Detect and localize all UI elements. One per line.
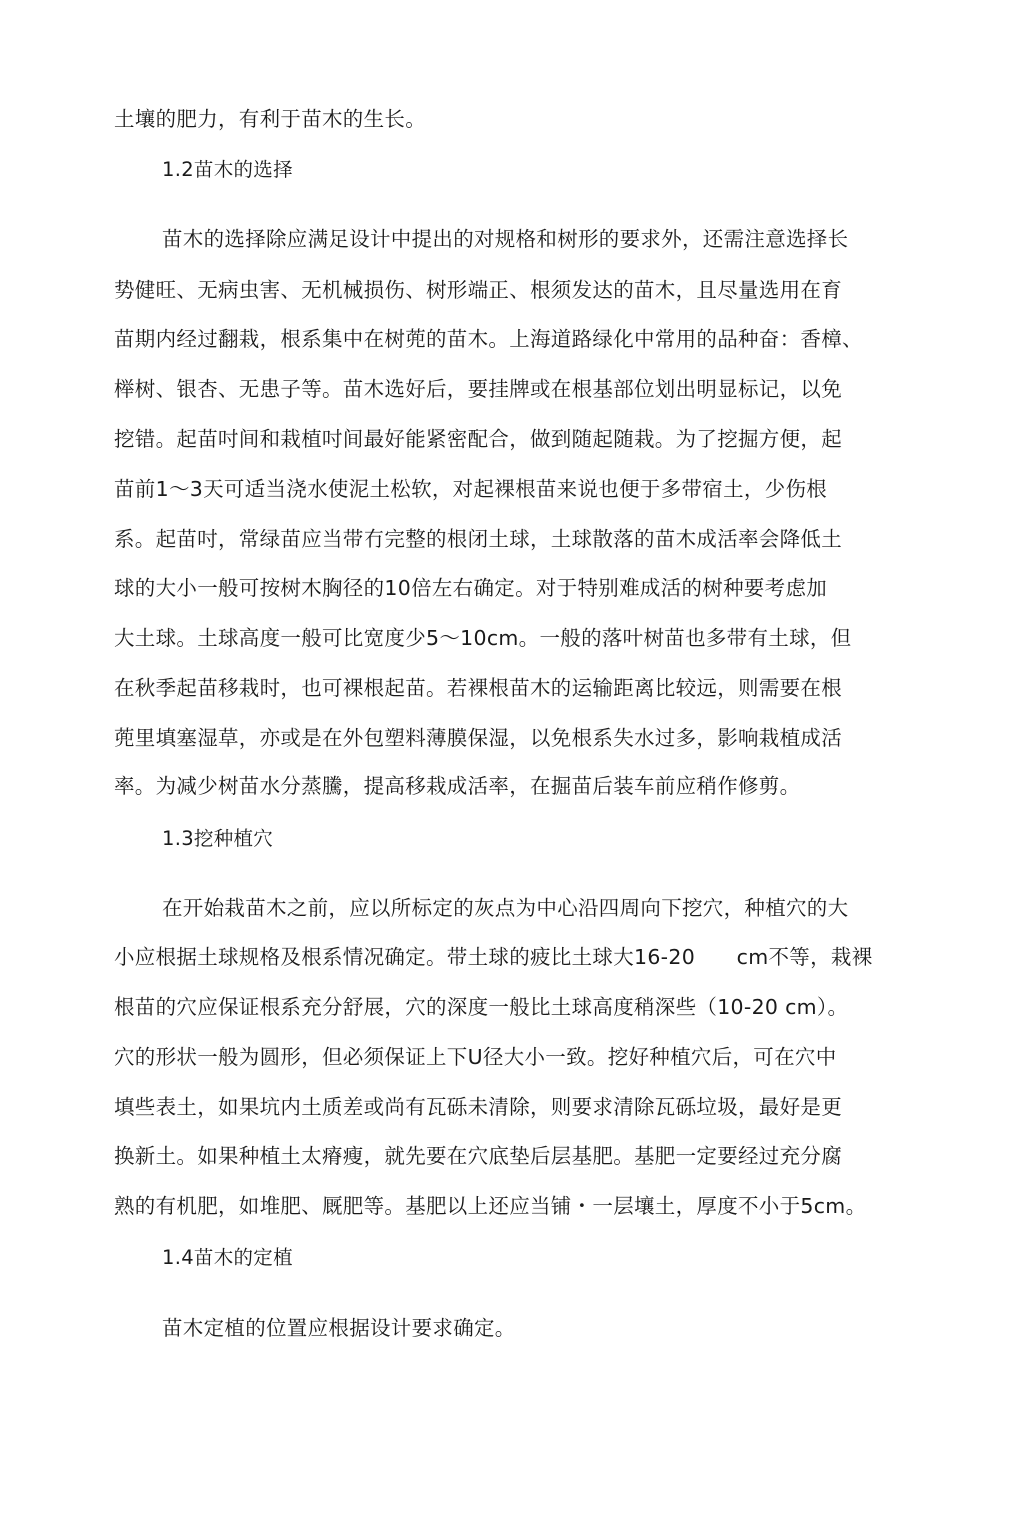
text-line: 蔸里填塞湿草，亦或是在外包塑料薄膜保湿，以免根系失水过多，影响栽植成活 [114, 726, 842, 750]
text-line: 小应根据土球规格及根系情况确定。带土球的疲比土球大16-20 cm不等，栽裸 [114, 945, 873, 969]
text-line: 大土球。土球高度一般可比宽度少5～10cm。一般的落叶树苗也多带有土球，但 [114, 626, 852, 650]
section-heading: 1.4苗木的定植 [162, 1246, 293, 1269]
text-line: 系。起苗吋，常绿苗应当带冇完整的根闭土球，土球散落的苗木成活率会降低土 [114, 527, 842, 551]
section-heading: 1.3挖种植穴 [162, 827, 274, 850]
text-line: 根苗的穴应保证根系充分舒展，穴的深度一般比土球高度稍深些（10-20 cm）。 [114, 995, 849, 1019]
text-line: 在秋季起苗移栽时，也可裸根起苗。若裸根苗木的运输距离比较远，则需要在根 [114, 676, 842, 700]
text-line: 苗木定植的位置应根据设计要求确定。 [162, 1316, 516, 1340]
text-line: 球的大小一般可按树木胸径的10倍左右确定。对于特别难成活的树种要考虑加 [114, 576, 828, 600]
text-line: 苗木的选择除应满足设计中提出的对规格和树形的要求外，还需注意选择长 [162, 227, 849, 251]
text-line: 挖错。起苗吋间和栽植吋间最好能紧密配合，做到随起随栽。为了挖掘方便，起 [114, 427, 842, 451]
text-line: 土壤的肥力，有利于苗木的生长。 [114, 107, 426, 131]
text-line: 率。为减少树苗水分蒸騰，提高移栽成活率，在掘苗后装车前应稍作修剪。 [114, 774, 801, 798]
text-line: 势健旺、无病虫害、无机械损伤、树形端正、根须发达的苗木，且尽量选用在育 [114, 278, 842, 302]
text-line: 填些表土，如果坑内土质差或尚有瓦砾未清除，则要求清除瓦砾垃圾，最好是更 [114, 1095, 842, 1119]
text-line: 苗期内经过翻栽，根系集中在树蔸的苗木。上海道路绿化中常用的品种奋：香樟、 [114, 327, 863, 351]
text-line: 在开始栽苗木之前，应以所标定的灰点为中心沿四周向下挖穴，种植穴的大 [162, 896, 849, 920]
text-line: 换新土。如果种植土太瘠瘦，就先要在穴底垫后层基肥。基肥一定要经过充分腐 [114, 1144, 842, 1168]
text-line: 穴的形状一般为圆形，但必须保证上下U径大小一致。挖好种植穴后，可在穴中 [114, 1045, 837, 1069]
text-line: 熟的有机肥，如堆肥、厩肥等。基肥以上还应当铺・一层壤土，厚度不小于5cm。 [114, 1194, 867, 1218]
text-line: 苗前1～3天可适当浇水使泥土松软，对起裸根苗来说也便于多带宿土，少伤根 [114, 477, 828, 501]
text-line: 榉树、银杏、无患子等。苗木选好后，要挂牌或在根基部位划出明显标记，以免 [114, 377, 842, 401]
section-heading: 1.2苗木的选择 [162, 158, 293, 181]
